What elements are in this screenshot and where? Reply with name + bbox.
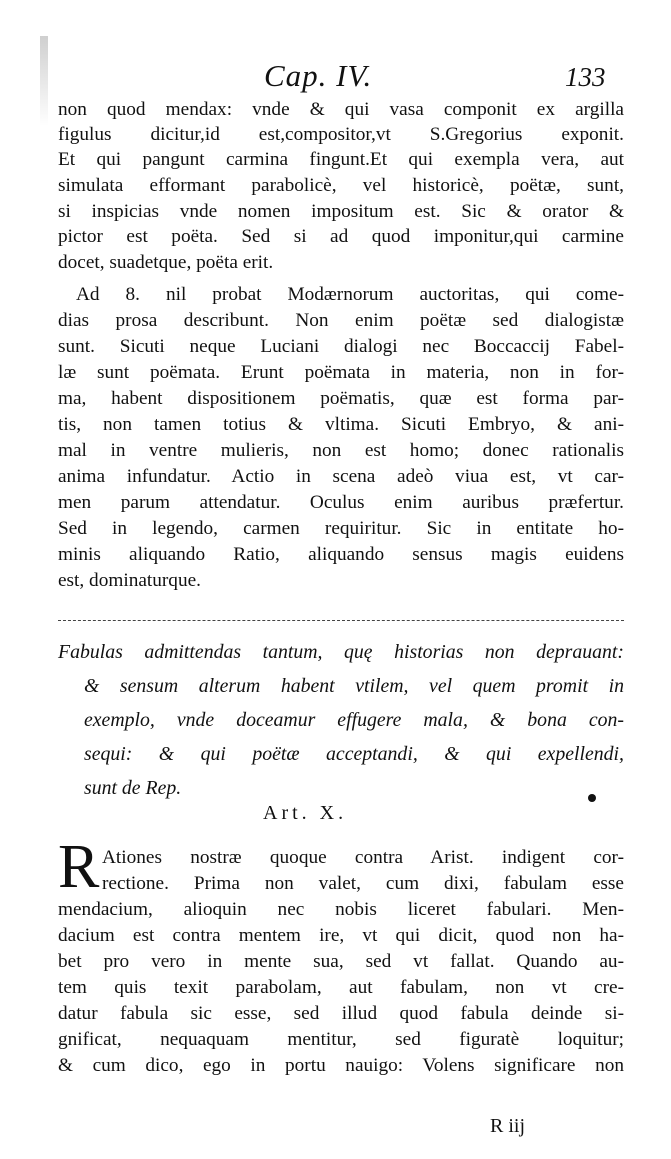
ink-dot: [588, 794, 596, 802]
text-line: figulus dicitur,id est,compositor,vt S.Gregorius exponit.: [58, 124, 624, 145]
text-line: tis, non tamen totius & vltima. Sicuti Embryo, & ani-: [58, 414, 624, 435]
text-line: pictor est poëta. Sed si ad quod imponitur,qui carmine: [58, 226, 624, 247]
text-line: bet pro vero in mente sua, sed vt fallat. Quando au-: [58, 951, 624, 972]
text-line: men parum attendatur. Oculus enim auribus præfertur.: [58, 492, 624, 513]
text-line: læ sunt poëmata. Erunt poëmata in materia, non in for-: [58, 362, 624, 383]
text-line: Et qui pangunt carmina fingunt.Et qui exempla vera, aut: [58, 149, 624, 170]
text-line: ma, habent dispositionem poëmatis, quæ est forma par-: [58, 388, 624, 409]
text-line: simulata efformant parabolicè, vel historicè, poëtæ, sunt,: [58, 175, 624, 196]
text-line: Ationes nostræ quoque contra Arist. indigent cor-: [102, 847, 624, 868]
summary-line: & sensum alterum habent vtilem, vel quem promit in: [84, 675, 624, 697]
paragraph-first-line: Ad 8. nil probat Modærnorum auctoritas, qui come-: [76, 284, 624, 305]
text-line: Sed in legendo, carmen requiritur. Sic in entitate ho-: [58, 518, 624, 539]
article-heading: Art. X.: [263, 802, 348, 824]
text-line: est, dominaturque.: [58, 570, 201, 591]
text-line: docet, suadetque, poëta erit.: [58, 252, 274, 273]
running-head: Cap. IV.: [264, 58, 373, 93]
text-line: datur fabula sic esse, sed illud quod fabula deinde si-: [58, 1003, 624, 1024]
text-line: tem quis texit parabolam, aut fabulam, non vt cre-: [58, 977, 624, 998]
signature-mark: R iij: [490, 1115, 526, 1137]
text-line: mendacium, alioquin nec nobis liceret fabulari. Men-: [58, 899, 624, 920]
text-line: mal in ventre mulieris, non est homo; donec rationalis: [58, 440, 624, 461]
text-line: & cum dico, ego in portu nauigo: Volens significare non: [58, 1055, 624, 1076]
summary-line: sunt de Rep.: [84, 777, 182, 799]
section-divider: [58, 620, 624, 621]
drop-cap: R: [58, 833, 100, 901]
text-line: rectione. Prima non valet, cum dixi, fabulam esse: [102, 873, 624, 894]
summary-line: exemplo, vnde doceamur effugere mala, & bona con-: [84, 709, 624, 731]
summary-line: Fabulas admittendas tantum, quę historias non deprauant:: [58, 641, 624, 663]
page-number: 133: [565, 62, 606, 92]
scan-edge-shadow: [40, 36, 48, 126]
text-line: gnificat, nequaquam mentitur, sed figuratè loquitur;: [58, 1029, 624, 1050]
text-line: minis aliquando Ratio, aliquando sensus magis euidens: [58, 544, 624, 565]
text-line: anima infundatur. Actio in scena adeò viua est, vt car-: [58, 466, 624, 487]
text-line: non quod mendax: vnde & qui vasa componit ex argilla: [58, 99, 624, 120]
text-line: sunt. Sicuti neque Luciani dialogi nec Boccaccij Fabel-: [58, 336, 624, 357]
text-line: si inspicias vnde nomen impositum est. Sic & orator &: [58, 201, 624, 222]
text-line: dias prosa describunt. Non enim poëtæ sed dialogistæ: [58, 310, 624, 331]
text-line: dacium est contra mentem ire, vt qui dicit, quod non ha-: [58, 925, 624, 946]
summary-line: sequi: & qui poëtæ acceptandi, & qui expellendi,: [84, 743, 624, 765]
